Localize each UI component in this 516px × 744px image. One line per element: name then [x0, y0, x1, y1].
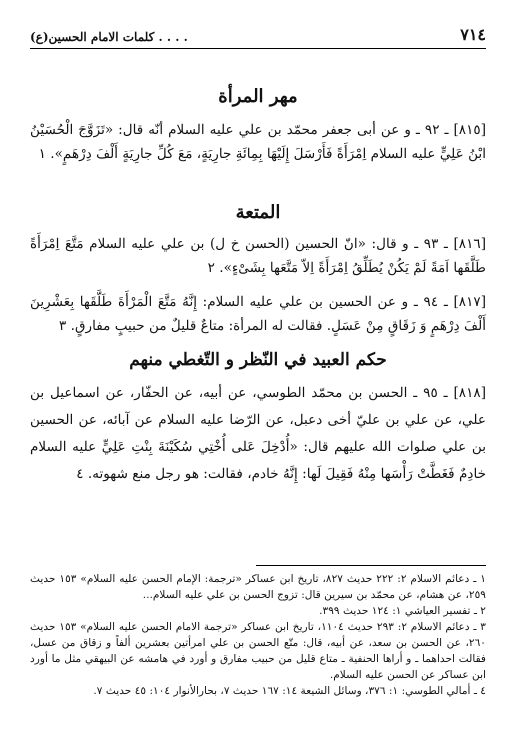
- footnote-1: ١ ـ دعائم الاسلام ٢: ٢٢٢ حديث ٨٢٧، تاريخ ابن عساكر «ترجمة: الإمام الحسن عليه السلام» ١٥٣ حديث ٢٥٩، عن هشام، عن محمّد بن سيرين قال: تزوج الحسن بن علي عليه السلام...: [30, 573, 486, 601]
- hadith-815: [٨١٥] ـ ٩٢ ـ و عن أبى جعفر محمّد بن علي عليه السلام أنّه قال: «تَزَوَّجَ الْحُسَيْنُ ابْنُ عَلِيٍّ عليه السلام اِمْرَأَةً فَأَرْسَلَ إِلَيْهَا بِمِائَةِ جارِيَةٍ، مَعَ كُلِّ جارِيَةٍ أَلْفَ دِرْهَمٍ». ١: [30, 122, 486, 162]
- section-title-dowry: مهر المرأة: [218, 86, 298, 107]
- footnote-3: ٣ ـ دعائم الاسلام ٢: ٢٩٣ حديث ١١٠٤، تاريخ ابن عساكر «ترجمة الامام الحسن عليه السلام» ١٥٣ حديث ٢٦٠، عن الحسن بن سعد، عن أبيه، قال: متّع الحسن بن علي امرأتين بعشرين ألفاً و زقاق من عسل، فقالت احداهما ـ و أراها الحنفية ـ متاع قليل من حبيب مفارق و أورد في هامشه عن البيهقي مثل ما أورد ابن عساكر عن الحسن عليه السلام.: [30, 621, 486, 681]
- section-title-mutah: المتعة: [235, 202, 281, 223]
- footnote-2: ٢ ـ تفسير العياشي ١: ١٢٤ حديث ٣٩٩.: [319, 605, 486, 617]
- footnote-separator: [256, 565, 486, 566]
- hadith-817: [٨١٧] ـ ٩٤ ـ و عن الحسين بن علي عليه السلام: إِنَّهُ مَتَّعَ الْمَرْأَةَ طَلَّقَها بِعَشْرِينَ أَلْفَ دِرْهَمٍ وَ زَقَاقٍ مِنْ عَسَلٍ. فقالت له المرأة: متاعٌ قليلٌ من حبيبٍ مفارقٍ. ٣: [30, 294, 486, 334]
- running-title: . . . . كلمات الامام الحسين(ع): [30, 30, 188, 44]
- hadith-816: [٨١٦] ـ ٩٣ ـ و قال: «انّ الحسين (الحسن خ ل) بن علي عليه السلام مَتَّعَ اِمْرَأَةً طَلَّقَها اَمَةً لَمْ يَكُنْ يُطَلِّقُ اِمْرَأَةً اِلاّ مَتَّعَها بِشَىْءٍ». ٢: [30, 236, 486, 276]
- page-number: ٧١٤: [460, 25, 486, 44]
- page-header: [30, 18, 486, 49]
- section-title-servants: حكم العبيد في النّظر و التّغطي منهم: [129, 350, 387, 370]
- hadith-818: [٨١٨] ـ ٩٥ ـ الحسن بن محمّد الطوسي، عن أبيه، عن الحفّار، عن اسماعيل بن علي، عن علي بن عليّ أخى دعبل، عن الرّضا عليه السلام عن آبائه، عن الحسين بن علي صلوات الله عليهم قال: «أُدْخِلَ عَلى أُخْتِي سُكَيْنَةَ بِنْتِ عَلِيٍّ عليه السلام خادِمٌ فَغَطَّتْ رَأْسَها مِنْهُ فَقِيلَ لَها: إِنَّهُ خادم، فقالت: هو رجل منع شهوته. ٤: [30, 385, 486, 482]
- footnotes: [30, 571, 486, 699]
- footnote-4: ٤ ـ أمالي الطوسي: ١: ٣٧٦، وسائل الشيعة ١٤: ١٦٧ حديث ٧، بحارالأنوار ١٠٤: ٤٥ حديث ٧.: [93, 685, 486, 697]
